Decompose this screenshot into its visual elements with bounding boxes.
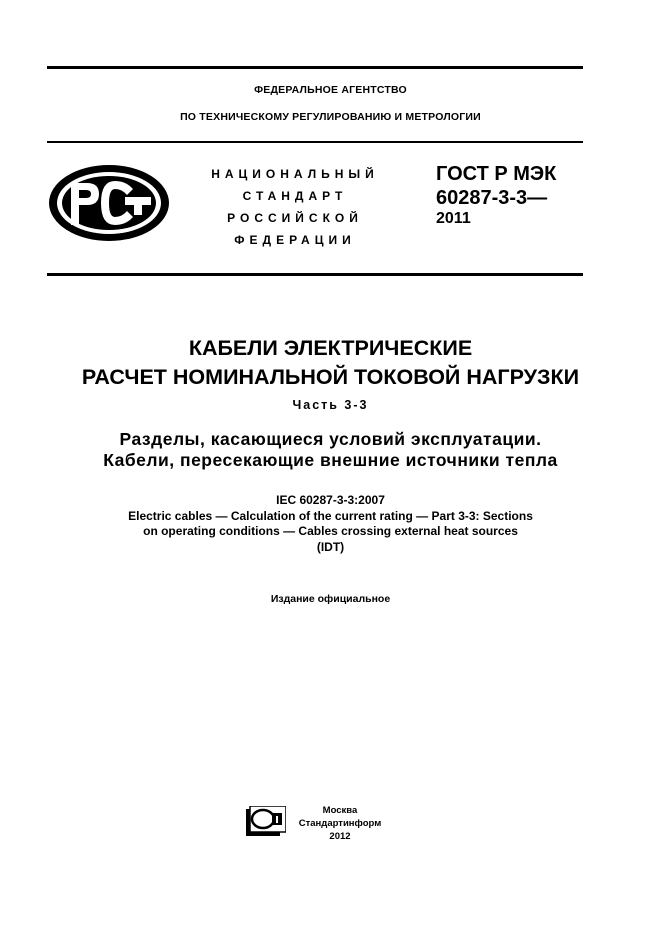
agency-line-1: ФЕДЕРАЛЬНОЕ АГЕНТСТВО xyxy=(254,84,407,96)
standard-line-3: РОССИЙСКОЙ xyxy=(227,211,363,225)
iec-line-2: Electric cables — Calculation of the current rating — Part 3-3: Sections xyxy=(128,508,533,523)
subtitle-line-1: Разделы, касающиеся условий эксплуатации. xyxy=(119,429,542,449)
part-label: Часть 3-3 xyxy=(292,398,369,412)
iec-line-1: IEC 60287-3-3:2007 xyxy=(276,493,385,507)
iec-line-3: on operating conditions — Cables crossing external heat sources xyxy=(143,524,518,538)
publisher-city: Москва xyxy=(322,805,358,816)
publisher-name: Стандартинформ xyxy=(298,818,382,829)
rst-gost-mark-icon xyxy=(47,163,171,243)
iec-line-4: (IDT) xyxy=(316,539,345,554)
publisher-block xyxy=(290,804,390,843)
top-rule xyxy=(47,66,583,69)
title-line-2: РАСЧЕТ НОМИНАЛЬНОЙ ТОКОВОЙ НАГРУЗКИ xyxy=(81,365,580,389)
designation-year: 2011 xyxy=(436,210,471,227)
iec-reference xyxy=(0,493,661,555)
header-rule xyxy=(47,141,583,143)
subtitle-line-2: Кабели, пересекающие внешние источники тепла xyxy=(103,450,558,470)
standard-designation xyxy=(436,162,556,228)
standard-line-1: НАЦИОНАЛЬНЫЙ xyxy=(211,167,379,181)
title-line-1: КАБЕЛИ ЭЛЕКТРИЧЕСКИЕ xyxy=(188,336,473,360)
agency-line-2: ПО ТЕХНИЧЕСКОМУ РЕГУЛИРОВАНИЮ И МЕТРОЛОГИИ xyxy=(180,111,481,123)
designation-line-1: ГОСТ Р МЭК xyxy=(436,163,557,185)
standard-line-4: ФЕДЕРАЦИИ xyxy=(234,233,356,247)
edition-label: Издание официальное xyxy=(270,593,391,605)
publisher-year: 2012 xyxy=(329,831,351,842)
designation-line-2: 60287-3-3— xyxy=(436,187,548,209)
standard-type-block xyxy=(200,163,390,251)
standartinform-logo-icon xyxy=(246,806,286,836)
title-rule xyxy=(47,273,583,276)
standard-line-2: СТАНДАРТ xyxy=(242,189,348,203)
